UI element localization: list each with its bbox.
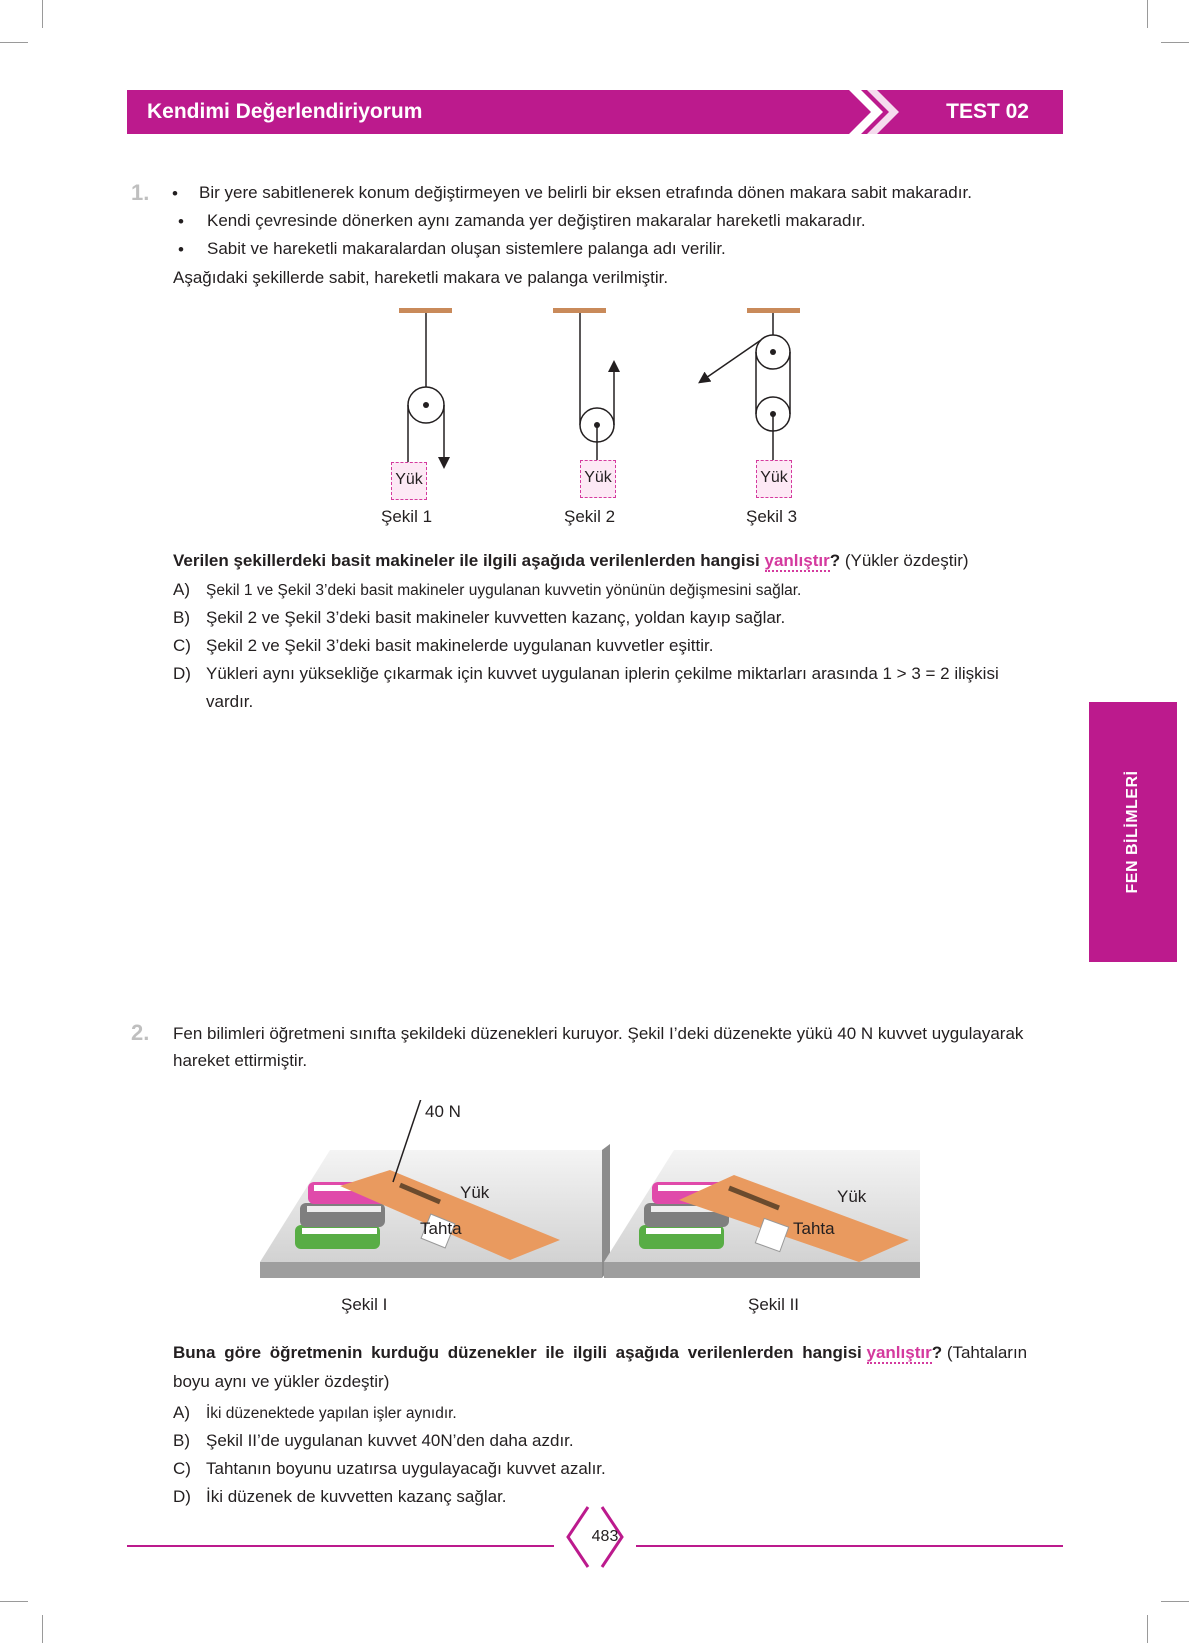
- load-box: Yük: [580, 460, 616, 498]
- q2-option-label: B): [173, 1431, 190, 1450]
- q1-option-label: A): [173, 580, 190, 599]
- board-label: Tahta: [420, 1219, 462, 1238]
- footer-rule: [127, 1545, 554, 1547]
- question-number: 1.: [131, 180, 150, 205]
- figure-caption: Şekil 2: [564, 507, 616, 526]
- q1-question-text: Verilen şekillerdeki basit makineler ile ilgili aşağıda verilenlerden hangisi: [173, 551, 760, 570]
- crop-mark: [1161, 42, 1189, 43]
- q1-option-d-cont: vardır.: [206, 692, 254, 711]
- bullet: •: [178, 240, 184, 259]
- load-label: Yük: [837, 1187, 867, 1206]
- q2-option-c: Tahtanın boyunu uzatırsa uygulayacağı kuvvet azalır.: [206, 1459, 606, 1478]
- bullet: •: [178, 212, 184, 231]
- question-mark: ?: [931, 1343, 943, 1362]
- load-label: Yük: [460, 1183, 490, 1202]
- q1-bullet-2: Kendi çevresinde dönerken aynı zamanda yer değiştiren makaralar hareketli makaradır.: [207, 211, 866, 230]
- q1-option-a: Şekil 1 ve Şekil 3’deki basit makineler uygulanan kuvvetin yönünün değişmesini sağlar.: [206, 582, 802, 599]
- side-tab: [1089, 702, 1177, 962]
- q2-stem-2: hareket ettirmiştir.: [173, 1051, 308, 1070]
- q1-intro: Aşağıdaki şekillerde sabit, hareketli makara ve palanga verilmiştir.: [173, 268, 669, 287]
- q2-option-b: Şekil II’de uygulanan kuvvet 40N’den daha azdır.: [206, 1431, 574, 1450]
- crop-mark: [1147, 0, 1148, 28]
- q2-keyword: yanlıştır: [866, 1343, 932, 1362]
- crop-mark: [0, 1601, 28, 1602]
- q2-note: (Tahtaların: [942, 1343, 1028, 1362]
- setup-2: [604, 1144, 920, 1278]
- bullet: •: [172, 184, 178, 203]
- q1-option-label: D): [173, 664, 191, 683]
- q2-option-d: İki düzenek de kuvvetten kazanç sağlar.: [206, 1487, 507, 1506]
- ceiling-1: [399, 308, 452, 313]
- ceiling-2: [553, 308, 606, 313]
- question-mark: ?: [829, 551, 841, 570]
- force-label: 40 N: [425, 1102, 461, 1121]
- q1-note: (Yükler özdeştir): [840, 551, 969, 570]
- q1-option-label: C): [173, 636, 191, 655]
- crop-mark: [0, 42, 28, 43]
- q2-option-label: D): [173, 1487, 191, 1506]
- crop-mark: [42, 0, 43, 28]
- q1-option-d: Yükleri aynı yüksekliğe çıkarmak için kuvvet uygulanan iplerin çekilme miktarları arasında 1 > 3 = 2 ilişkisi: [206, 664, 999, 683]
- footer-rule: [636, 1545, 1063, 1547]
- q2-stem-1: Fen bilimleri öğretmeni sınıfta şekildeki düzenekleri kuruyor. Şekil I’deki düzenekte yükü 40 N kuvvet uygulayarak: [173, 1024, 1024, 1043]
- page-number: 483: [591, 1528, 619, 1545]
- q1-option-b: Şekil 2 ve Şekil 3’deki basit makineler kuvvetten kazanç, yoldan kayıp sağlar.: [206, 608, 786, 627]
- chevron-arrows-icon: [847, 90, 917, 134]
- q1-bullet-1: Bir yere sabitlenerek konum değiştirmeyen ve belirli bir eksen etrafında dönen makara sabit makaradır.: [199, 183, 972, 202]
- board-label: Tahta: [793, 1219, 835, 1238]
- q1-keyword: yanlıştır: [764, 551, 830, 570]
- crop-mark: [42, 1615, 43, 1643]
- pulley-figures: [370, 300, 830, 470]
- q2-option-label: A): [173, 1403, 190, 1422]
- q2-question: [173, 1342, 1027, 1364]
- q2-question-cont: boyu aynı ve yükler özdeştir): [173, 1372, 390, 1391]
- q1-option-c: Şekil 2 ve Şekil 3’deki basit makinelerde uygulanan kuvvetler eşittir.: [206, 636, 714, 655]
- side-tab-label: FEN BİLİMLERİ: [1124, 770, 1141, 894]
- crop-mark: [1161, 1601, 1189, 1602]
- figure-caption: Şekil 3: [746, 507, 798, 526]
- header-bar: [127, 90, 1063, 134]
- q2-option-label: C): [173, 1459, 191, 1478]
- crop-mark: [1147, 1615, 1148, 1643]
- header-title: Kendimi Değerlendiriyorum: [147, 100, 423, 123]
- load-box: Yük: [391, 462, 427, 500]
- q2-option-a: İki düzenektede yapılan işler aynıdır.: [206, 1405, 457, 1422]
- ceiling-3: [747, 308, 800, 313]
- q1-question: [173, 550, 969, 572]
- figure-caption: Şekil II: [748, 1295, 800, 1314]
- q2-question-text: Buna göre öğretmenin kurduğu düzenekler ile ilgili aşağıda verilenlerden hangisi: [173, 1343, 862, 1362]
- q1-bullet-3: Sabit ve hareketli makaralardan oluşan sistemlere palanga adı verilir.: [207, 239, 726, 258]
- figure-caption: Şekil 1: [381, 507, 433, 526]
- question-number: 2.: [131, 1020, 150, 1045]
- inclined-plane-figures: [260, 1100, 920, 1280]
- load-box: Yük: [756, 460, 792, 498]
- test-label: TEST 02: [946, 100, 1029, 123]
- figure-caption: Şekil I: [341, 1295, 388, 1314]
- q1-option-label: B): [173, 608, 190, 627]
- setup-1: [260, 1100, 610, 1278]
